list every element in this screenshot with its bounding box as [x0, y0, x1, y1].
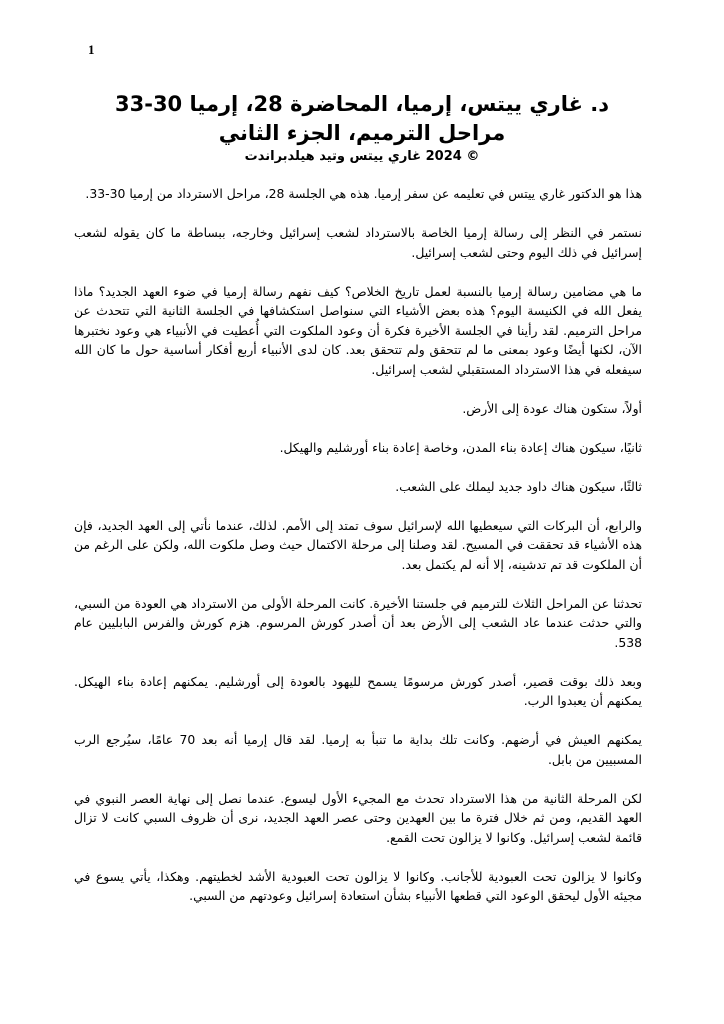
paragraph: لكن المرحلة الثانية من هذا الاسترداد تحدث مع المجيء الأول ليسوع. عندما نصل إلى نهاية العصر النبوي في العهد القديم، ومن ثم خلال فترة ما بين العهدين وحتى عصر العهد الجديد، نرى أن ظروف السبي كانت لا تزال قائمة لشعب إسرائيل. وكانوا لا يزالون تحت القمع. [74, 790, 642, 845]
paragraph: أولاً، ستكون هناك عودة إلى الأرض. [462, 400, 642, 416]
document-header [60, 90, 664, 166]
paragraph: والرابع، أن البركات التي سيعطيها الله لإسرائيل سوف تمتد إلى الأمم. لذلك، عندما نأتي إلى العهد الجديد، فإن هذه الأشياء قد تحققت في المسيح. لقد وصلنا إلى مرحلة الاكتمال حيث وصل ملكوت الله، ولكن على الرغم من أن الملكوت قد تم تدشينه، إلا أنه لم يكتمل بعد. [74, 517, 642, 572]
paragraph: يمكنهم العيش في أرضهم. وكانت تلك بداية ما تنبأ به إرميا. لقد قال إرميا أنه بعد 70 عامًا، سيُرجع الرب المسبيين من بابل. [74, 732, 642, 767]
paragraph: نستمر في النظر إلى رسالة إرميا الخاصة بالاسترداد لشعب إسرائيل وخارجه، ببساطة ما كان يقوله لشعب إسرائيل في ذلك اليوم وحتى لشعب إسرائيل. [74, 225, 642, 260]
paragraph: ما هي مضامين رسالة إرميا بالنسبة لعمل تاريخ الخلاص؟ كيف نفهم رسالة إرميا في ضوء العهد الجديد؟ ماذا يفعل الله في الكنيسة اليوم؟ هذه بعض الأشياء التي سنواصل استكشافها في الجلسة الثانية التي تتحدث عن مراحل الترميم. لقد رأينا في الجلسة الأخيرة فكرة أن وعود الملكوت التي أُعطيت في الأنبياء هي وعود نختبرها الآن، لكنها أيضًا وعود بمعنى ما لم تتحقق ولم تتحقق بعد. كان لدى الأنبياء أربع أفكار أساسية حول ما كان الله سيفعله في هذا الاسترداد المستقبلي لشعب إسرائيل. [74, 283, 642, 377]
document-title: د. غاري ييتس، إرميا، المحاضرة 28، إرميا 30-33 [114, 92, 609, 116]
paragraph: ثانيًا، سيكون هناك إعادة بناء المدن، وخاصة إعادة بناء أورشليم والهيكل. [279, 439, 642, 455]
paragraph: وبعد ذلك بوقت قصير، أصدر كورش مرسومًا يسمح لليهود بالعودة إلى أورشليم. يمكنهم إعادة بناء الهيكل. يمكنهم أن يعبدوا الرب. [74, 673, 642, 708]
copyright-line: © 2024 غاري ييتس وتيد هيلدبراندت [244, 149, 480, 164]
paragraph: هذا هو الدكتور غاري ييتس في تعليمه عن سفر إرميا. هذه هي الجلسة 28، مراحل الاسترداد من إرميا 30-33. [85, 186, 642, 201]
paragraph: تحدثنا عن المراحل الثلاث للترميم في جلستنا الأخيرة. كانت المرحلة الأولى من الاسترداد هي العودة من السبي، والتي حدثت عندما عاد الشعب إلى الأرض بعد أن أصدر كورش المرسوم. هزم كورش والفرس البابليين عام 538. [74, 595, 642, 650]
document-subtitle: مراحل الترميم، الجزء الثاني [218, 121, 506, 145]
page-number: 1 [88, 42, 95, 57]
paragraph: وكانوا لا يزالون تحت العبودية للأجانب. وكانوا لا يزالون تحت العبودية الأشد لخطيتهم. وهكذا، يأتي يسوع في مجيئه الأول ليحقق الوعود التي قطعها الأنبياء بشأن استعادة إسرائيل وعودتهم من السبي. [74, 868, 642, 903]
paragraph: ثالثًا، سيكون هناك داود جديد ليملك على الشعب. [395, 478, 642, 494]
document-body [74, 184, 642, 925]
